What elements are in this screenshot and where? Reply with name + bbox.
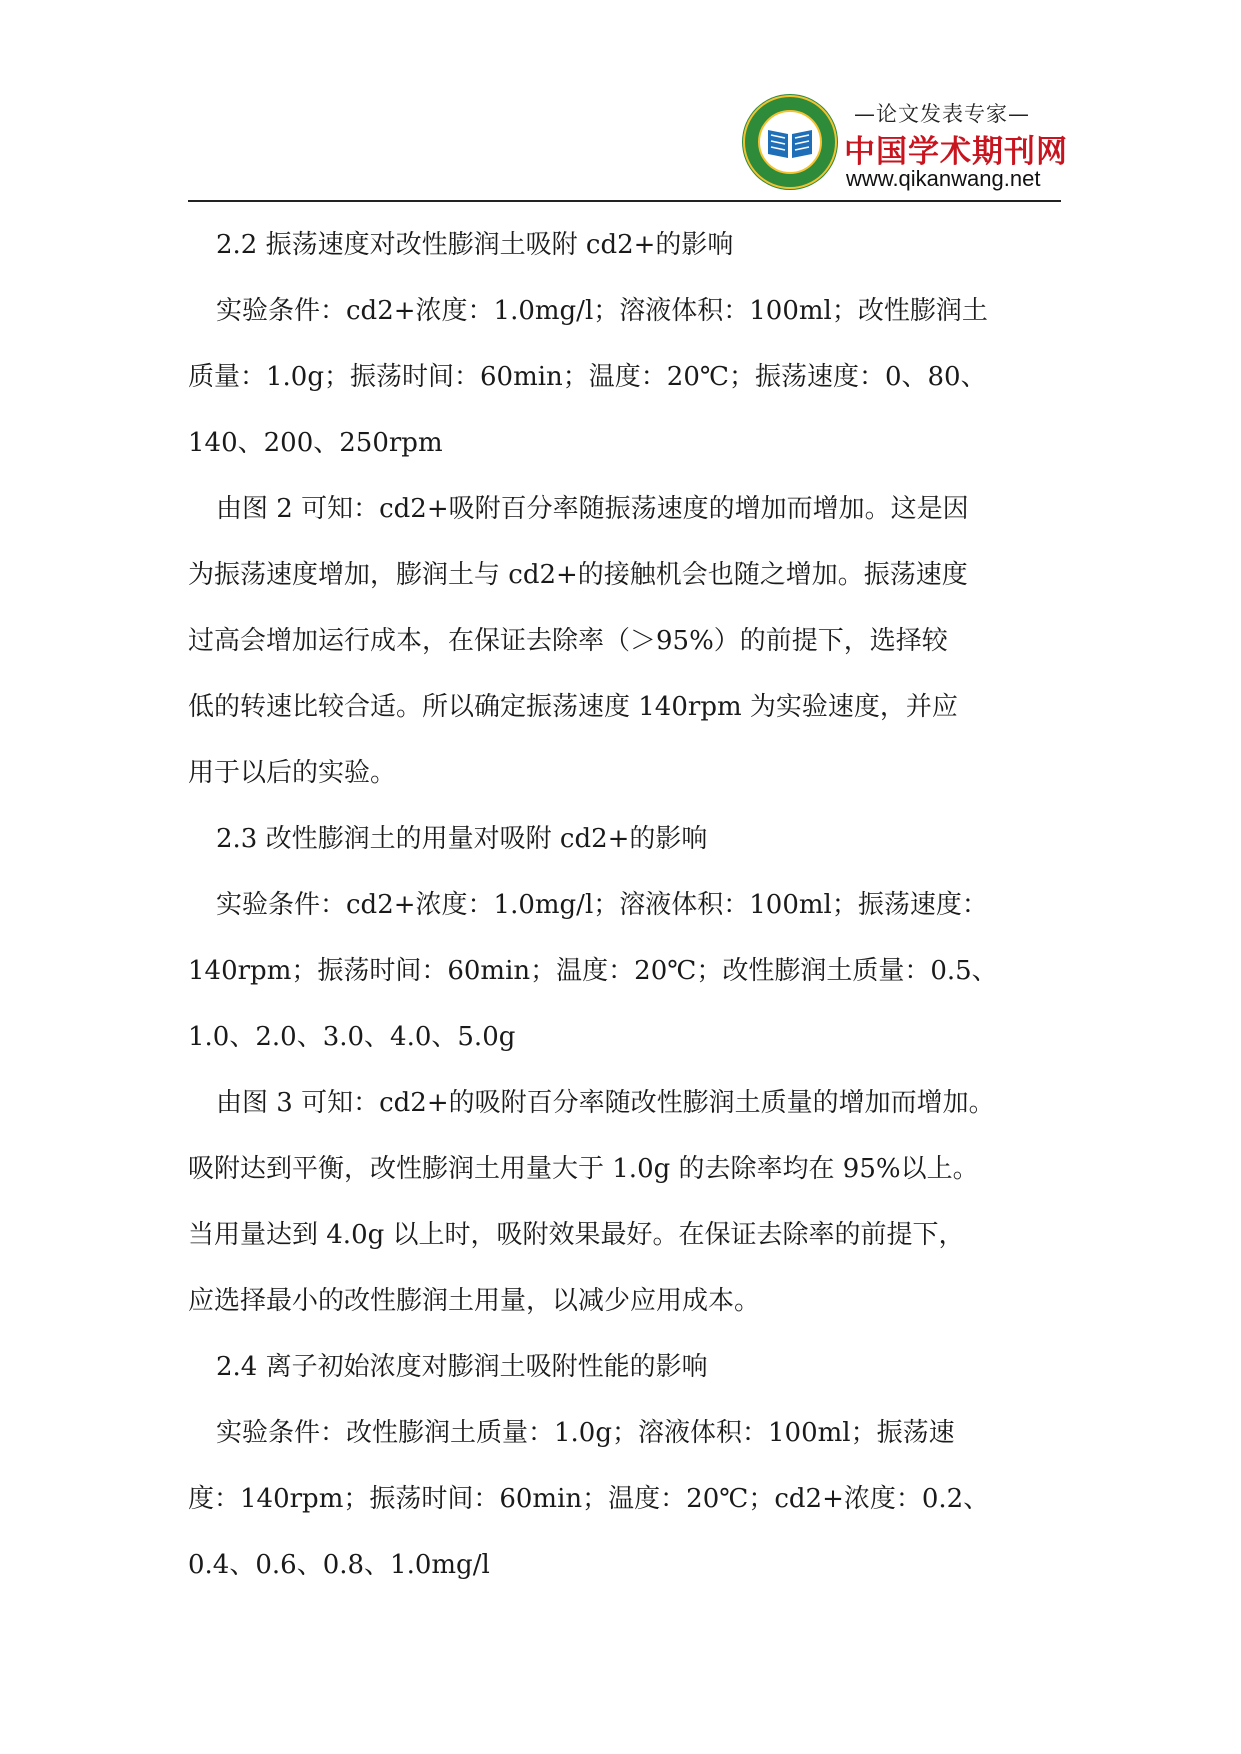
paragraph-line: 为振荡速度增加，膨润土与 cd2+的接触机会也随之增加。振荡速度 bbox=[188, 560, 968, 590]
paragraph-line: 当用量达到 4.0g 以上时，吸附效果最好。在保证去除率的前提下， bbox=[188, 1220, 965, 1250]
paragraph-line: 140rpm；振荡时间：60min；温度：20℃；改性膨润土质量：0.5、 bbox=[188, 956, 998, 986]
header-divider bbox=[188, 200, 1061, 202]
logo-tagline: —论文发表专家— bbox=[854, 102, 1030, 126]
paragraph-line: 用于以后的实验。 bbox=[188, 758, 397, 788]
paragraph-line: 实验条件：改性膨润土质量：1.0g；溶液体积：100ml；振荡速 bbox=[216, 1418, 955, 1448]
paragraph-line: 吸附达到平衡，改性膨润土用量大于 1.0g 的去除率均在 95%以上。 bbox=[188, 1154, 979, 1184]
qikanwang-logo[interactable] bbox=[740, 90, 1068, 200]
paragraph-line: 过高会增加运行成本，在保证去除率（＞95%）的前提下，选择较 bbox=[188, 626, 948, 656]
paragraph-line: 实验条件：cd2+浓度：1.0mg/l；溶液体积：100ml；改性膨润土 bbox=[216, 296, 988, 326]
paragraph-line: 140、200、250rpm bbox=[188, 428, 443, 458]
paragraph-line: 由图 3 可知：cd2+的吸附百分率随改性膨润土质量的增加而增加。 bbox=[216, 1088, 995, 1118]
section-heading-2-3: 2.3 改性膨润土的用量对吸附 cd2+的影响 bbox=[216, 824, 708, 854]
paragraph-line: 实验条件：cd2+浓度：1.0mg/l；溶液体积：100ml；振荡速度： bbox=[216, 890, 988, 920]
document-body bbox=[188, 212, 1061, 1598]
paragraph-line: 由图 2 可知：cd2+吸附百分率随振荡速度的增加而增加。这是因 bbox=[216, 494, 969, 524]
paragraph-line: 1.0、2.0、3.0、4.0、5.0g bbox=[188, 1022, 516, 1052]
paragraph-line: 质量：1.0g；振荡时间：60min；温度：20℃；振荡速度：0、80、 bbox=[188, 362, 987, 392]
logo-brand-name: 中国学术期刊网 bbox=[844, 134, 1068, 170]
paragraph-line: 低的转速比较合适。所以确定振荡速度 140rpm 为实验速度，并应 bbox=[188, 692, 958, 722]
seal-book-icon bbox=[740, 92, 840, 192]
section-heading-2-4: 2.4 离子初始浓度对膨润土吸附性能的影响 bbox=[216, 1352, 708, 1382]
section-heading-2-2: 2.2 振荡速度对改性膨润土吸附 cd2+的影响 bbox=[216, 230, 734, 260]
paragraph-line: 应选择最小的改性膨润土用量，以减少应用成本。 bbox=[188, 1286, 761, 1316]
paragraph-line: 度：140rpm；振荡时间：60min；温度：20℃；cd2+浓度：0.2、 bbox=[188, 1484, 990, 1514]
logo-text bbox=[844, 90, 1068, 200]
paragraph-line: 0.4、0.6、0.8、1.0mg/l bbox=[188, 1550, 490, 1580]
page-header bbox=[0, 0, 1241, 205]
logo-site-url[interactable]: www.qikanwang.net bbox=[846, 166, 1041, 191]
